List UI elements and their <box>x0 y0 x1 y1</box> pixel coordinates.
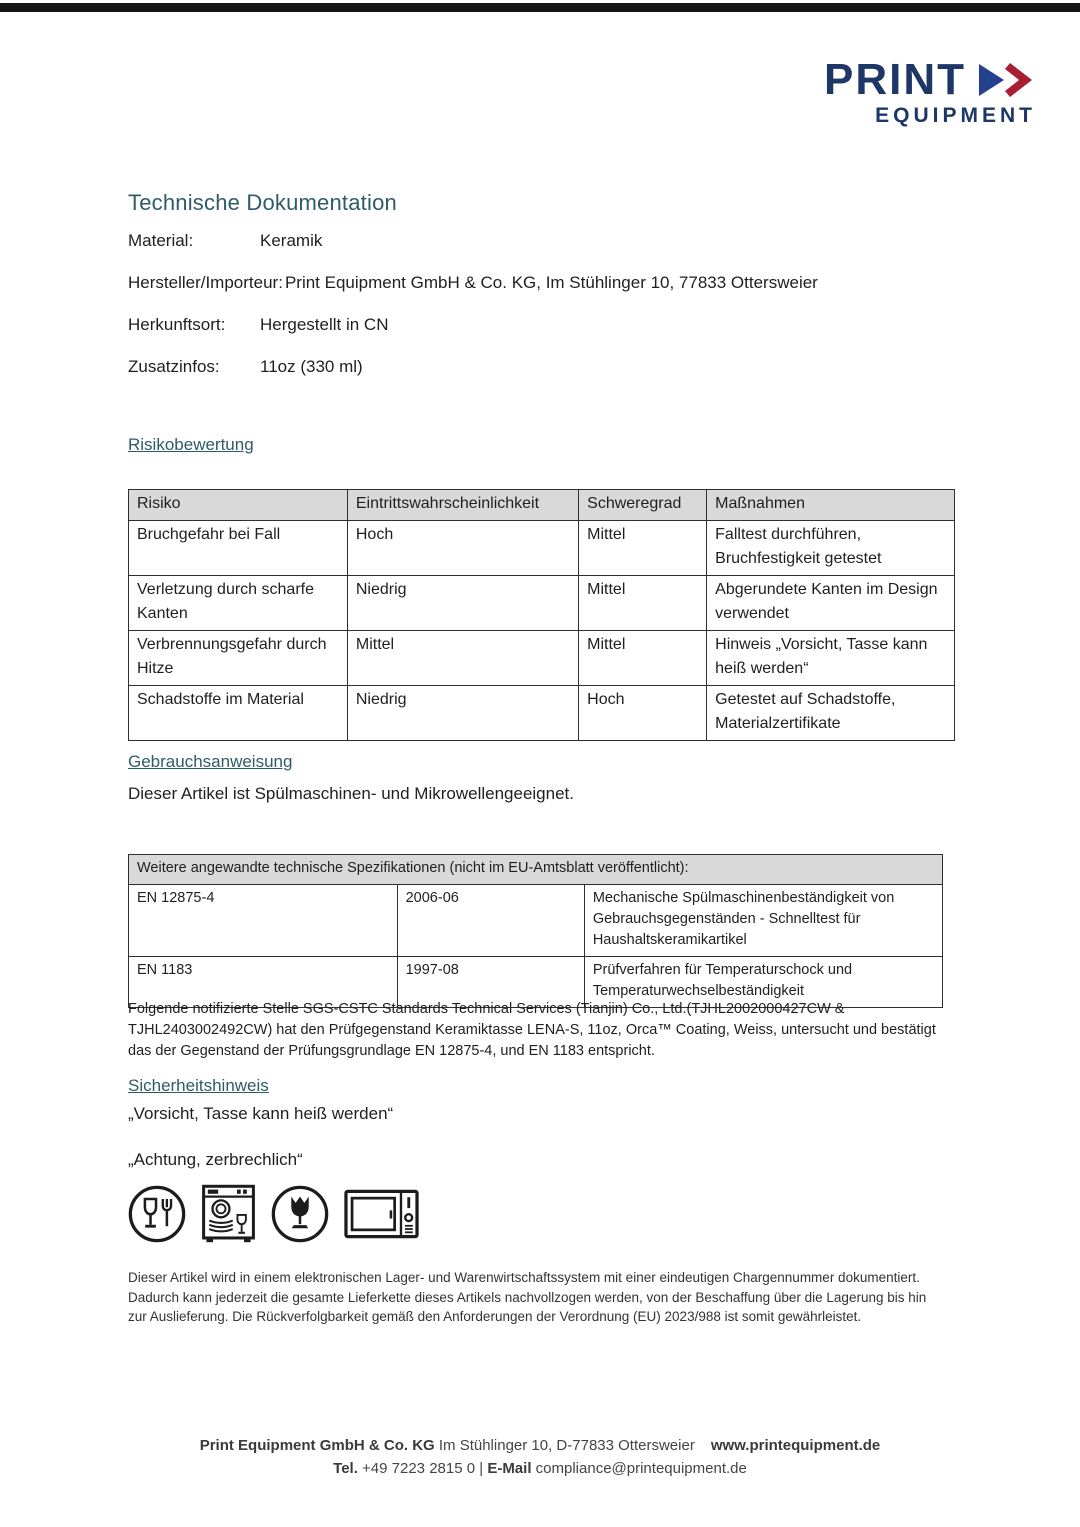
footer-address: Im Stühlinger 10, D-77833 Ottersweier <box>434 1437 695 1454</box>
risk-table-row <box>129 521 955 576</box>
specs-table-header-row <box>129 855 943 885</box>
table-cell: Mittel <box>579 631 707 686</box>
table-header-cell: Schweregrad <box>579 490 707 521</box>
table-cell: Verbrennungsgefahr durch Hitze <box>129 631 348 686</box>
product-meta <box>128 231 818 399</box>
table-cell: Bruchgefahr bei Fall <box>129 521 348 576</box>
meta-value: Keramik <box>260 231 323 250</box>
table-cell: Abgerundete Kanten im Design verwendet <box>707 576 955 631</box>
footer-email-label: E-Mail <box>487 1460 532 1477</box>
table-cell: Getestet auf Schadstoffe, Materialzertifikate <box>707 686 955 741</box>
table-cell: Mittel <box>347 631 578 686</box>
table-header-cell: Eintrittswahrscheinlichkeit <box>347 490 578 521</box>
table-header-cell: Risiko <box>129 490 348 521</box>
footer-tel-label: Tel. <box>333 1460 358 1477</box>
meta-row-material <box>128 231 818 250</box>
notified-body-text: Folgende notifizierte Stelle SGS-CSTC Standards Technical Services (Tianjin) Co., Ltd.(TJHL2002000427CW & TJHL2403002492CW) hat den Prüfgegenstand Keramiktasse LENA-S, 11oz, Orca™ Coating, Weiss, untersucht und bestätigt das der Gegenstand der Prüfungsgrundlage EN 12875-4, und EN 1183 entspricht. <box>128 1001 936 1059</box>
food-contact-safe-icon <box>126 1183 188 1245</box>
table-cell: EN 1183 <box>129 957 398 1008</box>
meta-label: Zusatzinfos: <box>128 357 220 376</box>
usage-text: Dieser Artikel ist Spülmaschinen- und Mikrowellengeeignet. <box>128 784 574 803</box>
dishwasher-safe-icon <box>200 1183 257 1245</box>
page-title: Technische Dokumentation <box>128 190 397 215</box>
traceability-text: Dieser Artikel wird in einem elektronischen Lager- und Warenwirtschaftssystem mit einer eindeutigen Chargennummer dokumentiert. Dadurch kann jederzeit die gesamte Lieferkette dieses Artikels nachvollzogen werden, von der Beschaffung über die Lagerung bis hin zur Auslieferung. Die Rückverfolgbarkeit gemäß den Anforderungen der Verordnung (EU) 2023/988 ist somit gewährleistet. <box>128 1270 927 1324</box>
footer-website: www.printequipment.de <box>710 1437 881 1454</box>
table-cell: Hinweis „Vorsicht, Tasse kann heiß werden“ <box>707 631 955 686</box>
table-cell: Verletzung durch scharfe Kanten <box>129 576 348 631</box>
top-border <box>0 3 1080 12</box>
table-cell: 1997-08 <box>397 957 584 1008</box>
logo-arrows-icon <box>976 60 1036 100</box>
logo-print-text: PRINT <box>824 55 966 104</box>
meta-value: Print Equipment GmbH & Co. KG, Im Stühlinger 10, 77833 Ottersweier <box>284 273 818 292</box>
print-equipment-logo <box>824 55 1036 127</box>
footer <box>0 1434 1080 1480</box>
risk-table <box>128 489 955 741</box>
microwave-safe-icon <box>343 1185 420 1243</box>
specs-table <box>128 854 943 1008</box>
table-cell: 2006-06 <box>397 885 584 957</box>
meta-value: 11oz (330 ml) <box>260 357 363 376</box>
risk-table-header-row <box>129 490 955 521</box>
table-cell: Niedrig <box>347 686 578 741</box>
meta-label: Hersteller/Importeur: <box>128 273 283 292</box>
table-cell: EN 12875-4 <box>129 885 398 957</box>
meta-row-herkunftsort <box>128 315 818 334</box>
risk-table-row <box>129 686 955 741</box>
footer-line-address <box>0 1434 1080 1457</box>
table-header-cell: Weitere angewandte technische Spezifikationen (nicht im EU-Amtsblatt veröffentlicht): <box>129 855 943 885</box>
meta-label: Herkunftsort: <box>128 315 226 334</box>
meta-row-zusatzinfos <box>128 357 818 376</box>
table-cell: Hoch <box>347 521 578 576</box>
table-cell: Hoch <box>579 686 707 741</box>
table-cell: Prüfverfahren für Temperaturschock und Temperaturwechselbeständigkeit <box>584 957 942 1008</box>
safety-note: „Achtung, zerbrechlich“ <box>128 1150 303 1169</box>
risk-table-row <box>129 576 955 631</box>
table-cell: Mittel <box>579 521 707 576</box>
section-heading-risikobewertung: Risikobewertung <box>128 435 254 454</box>
table-cell: Mittel <box>579 576 707 631</box>
specs-table-row <box>129 885 943 957</box>
meta-value: Hergestellt in CN <box>260 315 389 334</box>
meta-label: Material: <box>128 231 194 250</box>
meta-row-hersteller <box>128 273 818 292</box>
table-cell: Schadstoffe im Material <box>129 686 348 741</box>
section-heading-sicherheitshinweis: Sicherheitshinweis <box>128 1076 269 1095</box>
footer-company-name: Print Equipment GmbH & Co. KG <box>199 1437 435 1454</box>
table-cell: Mechanische Spülmaschinenbeständigkeit von Gebrauchsgegenständen - Schnelltest für Haushaltskeramikartikel <box>584 885 942 957</box>
table-cell: Falltest durchführen, Bruchfestigkeit getestet <box>707 521 955 576</box>
fragile-icon <box>269 1183 331 1245</box>
table-header-cell: Maßnahmen <box>707 490 955 521</box>
section-heading-gebrauchsanweisung: Gebrauchsanweisung <box>128 752 293 771</box>
safety-note: „Vorsicht, Tasse kann heiß werden“ <box>128 1104 394 1123</box>
table-cell: Niedrig <box>347 576 578 631</box>
footer-email-address: compliance@printequipment.de <box>531 1460 747 1477</box>
logo-equipment-text: EQUIPMENT <box>875 104 1036 127</box>
footer-line-contact <box>0 1457 1080 1480</box>
footer-tel-number: +49 7223 2815 0 | <box>357 1460 488 1477</box>
risk-table-row <box>129 631 955 686</box>
care-symbols-row <box>126 1183 420 1245</box>
